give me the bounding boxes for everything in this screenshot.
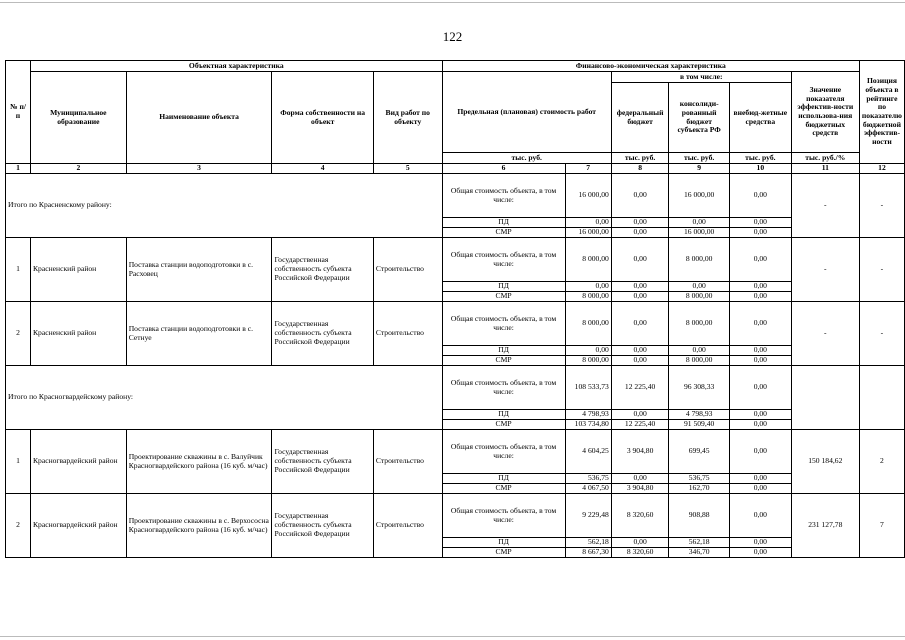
value-efficiency: - — [791, 238, 859, 302]
header-municipality: Муниципальное образование — [30, 72, 126, 164]
object-ownership: Государственная собственность субъекта Российской Федерации — [272, 238, 373, 302]
value-federal: 0,00 — [611, 346, 669, 356]
value-federal: 3 904,80 — [611, 430, 669, 474]
value-consolidated: 8 000,00 — [669, 356, 730, 366]
unit-extrabudget: тыс. руб. — [729, 153, 791, 164]
group-total-label: Итого по Красногвардейскому району: — [6, 366, 443, 430]
value-cost: 0,00 — [565, 282, 611, 292]
header-ownership: Форма собственности на объект — [272, 72, 373, 164]
value-cost: 8 000,00 — [565, 302, 611, 346]
value-cost: 8 000,00 — [565, 356, 611, 366]
value-extrabudget: 0,00 — [729, 430, 791, 474]
scan-edge-line — [0, 2, 905, 3]
value-consolidated: 91 509,40 — [669, 420, 730, 430]
value-extrabudget: 0,00 — [729, 548, 791, 558]
unit-cost: тыс. руб. — [442, 153, 611, 164]
value-extrabudget: 0,00 — [729, 292, 791, 302]
row-label-smr: СМР — [442, 548, 565, 558]
object-municipality: Красногвардейский район — [30, 494, 126, 558]
value-cost: 8 667,30 — [565, 548, 611, 558]
col-number: 11 — [791, 164, 859, 174]
row-label-smr: СМР — [442, 356, 565, 366]
value-federal: 3 904,80 — [611, 484, 669, 494]
object-ownership: Государственная собственность субъекта Российской Федерации — [272, 302, 373, 366]
col-number: 1 — [6, 164, 31, 174]
value-rating: 7 — [859, 494, 904, 558]
table-row — [6, 430, 905, 474]
value-extrabudget: 0,00 — [729, 302, 791, 346]
object-work-type: Строительство — [373, 302, 442, 366]
row-label-pd: ПД — [442, 346, 565, 356]
value-cost: 16 000,00 — [565, 228, 611, 238]
value-efficiency: 150 184,62 — [791, 430, 859, 494]
value-consolidated: 0,00 — [669, 346, 730, 356]
object-municipality: Красненский район — [30, 238, 126, 302]
value-federal: 0,00 — [611, 282, 669, 292]
value-consolidated: 0,00 — [669, 218, 730, 228]
row-label-smr: СМР — [442, 420, 565, 430]
value-consolidated: 346,70 — [669, 548, 730, 558]
row-label-smr: СМР — [442, 292, 565, 302]
value-extrabudget: 0,00 — [729, 174, 791, 218]
value-consolidated: 8 000,00 — [669, 292, 730, 302]
row-label-total: Общая стоимость объекта, в том числе: — [442, 174, 565, 218]
table-row — [6, 174, 905, 218]
object-number: 2 — [6, 302, 31, 366]
value-extrabudget: 0,00 — [729, 538, 791, 548]
object-work-type: Строительство — [373, 494, 442, 558]
value-rating: - — [859, 302, 904, 366]
value-extrabudget: 0,00 — [729, 366, 791, 410]
value-rating — [859, 366, 904, 430]
col-number: 7 — [565, 164, 611, 174]
value-cost: 562,18 — [565, 538, 611, 548]
row-label-total: Общая стоимость объекта, в том числе: — [442, 430, 565, 474]
value-federal: 0,00 — [611, 302, 669, 346]
value-federal: 0,00 — [611, 174, 669, 218]
row-label-pd: ПД — [442, 282, 565, 292]
value-consolidated: 562,18 — [669, 538, 730, 548]
value-federal: 0,00 — [611, 218, 669, 228]
value-cost: 8 000,00 — [565, 238, 611, 282]
object-number: 1 — [6, 238, 31, 302]
table-row — [6, 302, 905, 346]
header-cost: Предельная (плановая) стоимость работ — [442, 72, 611, 153]
value-cost: 4 798,93 — [565, 410, 611, 420]
value-rating: 2 — [859, 430, 904, 494]
value-federal: 0,00 — [611, 538, 669, 548]
value-federal: 8 320,60 — [611, 494, 669, 538]
value-federal: 0,00 — [611, 474, 669, 484]
value-federal: 0,00 — [611, 356, 669, 366]
object-name: Поставка станции водоподготовки в с. Расховец — [126, 238, 272, 302]
header-consolidated: консолиди-рованный бюджет субъекта РФ — [669, 83, 730, 153]
header-federal: федеральный бюджет — [611, 83, 669, 153]
value-extrabudget: 0,00 — [729, 474, 791, 484]
value-cost: 4 604,25 — [565, 430, 611, 474]
object-municipality: Красненский район — [30, 302, 126, 366]
value-consolidated: 0,00 — [669, 282, 730, 292]
page-number: 122 — [442, 29, 463, 44]
col-number: 8 — [611, 164, 669, 174]
value-cost: 0,00 — [565, 218, 611, 228]
value-extrabudget: 0,00 — [729, 238, 791, 282]
col-number: 9 — [669, 164, 730, 174]
row-label-total: Общая стоимость объекта, в том числе: — [442, 302, 565, 346]
value-cost: 536,75 — [565, 474, 611, 484]
header-object-char: Объектная характеристика — [30, 61, 442, 72]
object-work-type: Строительство — [373, 430, 442, 494]
row-label-pd: ПД — [442, 474, 565, 484]
value-extrabudget: 0,00 — [729, 494, 791, 538]
value-consolidated: 162,70 — [669, 484, 730, 494]
object-name: Проектирование скважины в с. Валуйчик Красногвардейского района (16 куб. м/час) — [126, 430, 272, 494]
value-extrabudget: 0,00 — [729, 420, 791, 430]
value-cost: 4 067,50 — [565, 484, 611, 494]
unit-federal: тыс. руб. — [611, 153, 669, 164]
value-extrabudget: 0,00 — [729, 484, 791, 494]
header-extrabudget: внебюд-жетные средства — [729, 83, 791, 153]
value-efficiency: 231 127,78 — [791, 494, 859, 558]
col-number: 3 — [126, 164, 272, 174]
header-including: в том числе: — [611, 72, 791, 83]
value-consolidated: 16 000,00 — [669, 228, 730, 238]
row-label-total: Общая стоимость объекта, в том числе: — [442, 366, 565, 410]
object-number: 2 — [6, 494, 31, 558]
value-cost: 0,00 — [565, 346, 611, 356]
value-extrabudget: 0,00 — [729, 356, 791, 366]
value-cost: 8 000,00 — [565, 292, 611, 302]
object-name: Поставка станции водоподготовки в с. Сетнуе — [126, 302, 272, 366]
value-federal: 0,00 — [611, 292, 669, 302]
value-efficiency: - — [791, 174, 859, 238]
value-federal: 12 225,40 — [611, 366, 669, 410]
value-consolidated: 8 000,00 — [669, 302, 730, 346]
value-consolidated: 536,75 — [669, 474, 730, 484]
col-number: 12 — [859, 164, 904, 174]
row-label-smr: СМР — [442, 228, 565, 238]
value-extrabudget: 0,00 — [729, 410, 791, 420]
header-col12-top: Позиция объекта в рейтинге по показателю бюджетной эффектив-ности — [859, 61, 904, 164]
value-consolidated: 4 798,93 — [669, 410, 730, 420]
col-number: 6 — [442, 164, 565, 174]
table-row — [6, 238, 905, 282]
object-ownership: Государственная собственность субъекта Российской Федерации — [272, 430, 373, 494]
col-number: 2 — [30, 164, 126, 174]
table-row — [6, 494, 905, 538]
object-ownership: Государственная собственность субъекта Российской Федерации — [272, 494, 373, 558]
row-label-smr: СМР — [442, 484, 565, 494]
value-consolidated: 96 308,33 — [669, 366, 730, 410]
header-no: № п/п — [6, 61, 31, 164]
scan-edge-line — [0, 636, 905, 637]
value-extrabudget: 0,00 — [729, 346, 791, 356]
value-federal: 12 225,40 — [611, 420, 669, 430]
value-federal: 0,00 — [611, 238, 669, 282]
object-number: 1 — [6, 430, 31, 494]
row-label-total: Общая стоимость объекта, в том числе: — [442, 494, 565, 538]
value-cost: 103 734,80 — [565, 420, 611, 430]
header-finance-char: Финансово-экономическая характеристика — [442, 61, 859, 72]
value-extrabudget: 0,00 — [729, 228, 791, 238]
finance-table — [5, 60, 905, 558]
col-number: 5 — [373, 164, 442, 174]
header-object-name: Наименование объекта — [126, 72, 272, 164]
value-rating: - — [859, 174, 904, 238]
value-efficiency: - — [791, 302, 859, 366]
col-number: 10 — [729, 164, 791, 174]
object-work-type: Строительство — [373, 238, 442, 302]
value-consolidated: 8 000,00 — [669, 238, 730, 282]
value-rating: - — [859, 238, 904, 302]
value-federal: 8 320,60 — [611, 548, 669, 558]
unit-consolidated: тыс. руб. — [669, 153, 730, 164]
header-work-type: Вид работ по объекту — [373, 72, 442, 164]
row-label-pd: ПД — [442, 410, 565, 420]
unit-efficiency: тыс. руб./% — [791, 153, 859, 164]
value-cost: 9 229,48 — [565, 494, 611, 538]
value-consolidated: 699,45 — [669, 430, 730, 474]
value-extrabudget: 0,00 — [729, 282, 791, 292]
value-extrabudget: 0,00 — [729, 218, 791, 228]
value-cost: 16 000,00 — [565, 174, 611, 218]
value-federal: 0,00 — [611, 228, 669, 238]
object-name: Проектирование скважины в с. Верхососна Красногвардейского района (16 куб. м/час) — [126, 494, 272, 558]
value-efficiency — [791, 366, 859, 430]
object-municipality: Красногвардейский район — [30, 430, 126, 494]
value-consolidated: 16 000,00 — [669, 174, 730, 218]
row-label-pd: ПД — [442, 218, 565, 228]
row-label-pd: ПД — [442, 538, 565, 548]
value-cost: 108 533,73 — [565, 366, 611, 410]
table-row — [6, 366, 905, 410]
col-number: 4 — [272, 164, 373, 174]
value-federal: 0,00 — [611, 410, 669, 420]
group-total-label: Итого по Красненскому району: — [6, 174, 443, 238]
row-label-total: Общая стоимость объекта, в том числе: — [442, 238, 565, 282]
header-efficiency: Значение показателя эффектив-ности использова-ния бюджетных средств — [791, 72, 859, 153]
value-consolidated: 908,88 — [669, 494, 730, 538]
